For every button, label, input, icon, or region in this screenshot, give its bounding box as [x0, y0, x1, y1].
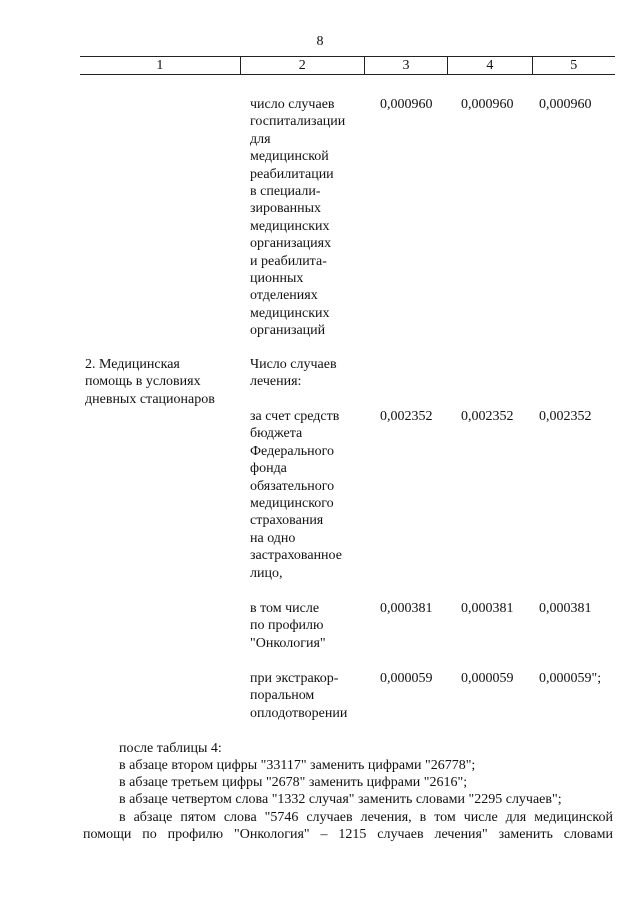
- cell-text-line: обязательного: [250, 478, 335, 494]
- cell-text-line: ционных: [250, 271, 304, 287]
- cell-text-line: в том числе: [250, 601, 320, 616]
- cell-text-line: бюджета: [250, 426, 303, 442]
- row5-col5-value: 0,000059";: [539, 671, 602, 686]
- cell-text-line: и реабилита-: [250, 253, 327, 269]
- paragraph-fourth: в абзаце четвертом слова "1332 случая" заменить словами "2295 случаев";: [119, 792, 562, 807]
- cell-text-line: медицинских: [250, 218, 330, 234]
- cell-text-line: организациях: [250, 236, 332, 252]
- header-col-2: 2: [240, 57, 364, 75]
- cell-text-line: поральном: [250, 688, 315, 704]
- paragraph-fifth-line1: в абзаце пятом слова "5746 случаев лечения, в том числе для медицинской: [119, 810, 613, 825]
- cell-text-line: за счет средств: [250, 409, 340, 424]
- row4-col5-value: 0,000381: [539, 601, 592, 616]
- cell-text-line: лечения:: [250, 374, 302, 390]
- row4-col4-value: 0,000381: [461, 601, 514, 616]
- cell-text-line: зированных: [250, 201, 322, 217]
- cell-text-line: по профилю: [250, 618, 324, 634]
- cell-text-line: лицо,: [250, 565, 283, 581]
- row4-col2-cell: [250, 600, 370, 652]
- cell-text-line: помощь в условиях: [85, 374, 201, 390]
- cell-text-line: фонда: [250, 461, 287, 477]
- cell-text-line: страхования: [250, 513, 324, 529]
- cell-text-line: отделениях: [250, 288, 318, 304]
- row4-col3-value: 0,000381: [380, 601, 433, 616]
- paragraph-fifth-line2: помощи по профилю "Онкология" – 1215 случаев лечения" заменить словами: [83, 827, 613, 842]
- header-col-5: 5: [532, 57, 615, 75]
- row3-col5-value: 0,002352: [539, 409, 592, 424]
- cell-text-line: в специали-: [250, 184, 321, 200]
- cell-text-line: на одно: [250, 530, 296, 546]
- paragraph-second: в абзаце втором цифры "33117" заменить цифрами "26778";: [119, 758, 476, 773]
- cell-text-line: число случаев: [250, 97, 335, 112]
- cell-text-line: медицинской: [250, 149, 329, 165]
- cell-text-line: Федерального: [250, 443, 335, 459]
- cell-text-line: застрахованное: [250, 548, 342, 564]
- cell-text-line: 2. Медицинская: [85, 357, 180, 372]
- row3-col3-value: 0,002352: [380, 409, 433, 424]
- row1-col4-value: 0,000960: [461, 97, 514, 112]
- row5-col4-value: 0,000059: [461, 671, 514, 686]
- row1-col3-value: 0,000960: [380, 97, 433, 112]
- table-header-row: [80, 56, 615, 75]
- row3-col4-value: 0,002352: [461, 409, 514, 424]
- row5-col2-cell: [250, 670, 370, 722]
- cell-text-line: "Онкология": [250, 635, 326, 651]
- cell-text-line: Число случаев: [250, 357, 337, 372]
- header-col-4: 4: [448, 57, 532, 75]
- cell-text-line: при экстракор-: [250, 671, 339, 686]
- cell-text-line: медицинского: [250, 496, 334, 512]
- cell-text-line: организаций: [250, 323, 326, 339]
- cell-text-line: медицинских: [250, 305, 330, 321]
- page-number: 8: [316, 34, 324, 49]
- row1-col2-cell: [250, 96, 370, 340]
- cell-text-line: для: [250, 131, 271, 147]
- row5-col3-value: 0,000059: [380, 671, 433, 686]
- row2-col2-cell: [250, 356, 370, 391]
- paragraph-third: в абзаце третьем цифры "2678" заменить цифрами "2616";: [119, 775, 468, 790]
- header-col-1: 1: [80, 57, 240, 75]
- cell-text-line: дневных стационаров: [85, 391, 215, 407]
- paragraph-after-table: после таблицы 4:: [119, 741, 222, 756]
- header-col-3: 3: [364, 57, 447, 75]
- cell-text-line: оплодотворении: [250, 705, 348, 721]
- cell-text-line: реабилитации: [250, 166, 334, 182]
- row1-col5-value: 0,000960: [539, 97, 592, 112]
- row3-col2-cell: [250, 408, 370, 582]
- cell-text-line: госпитализации: [250, 114, 346, 130]
- row2-col1-cell: [85, 356, 235, 408]
